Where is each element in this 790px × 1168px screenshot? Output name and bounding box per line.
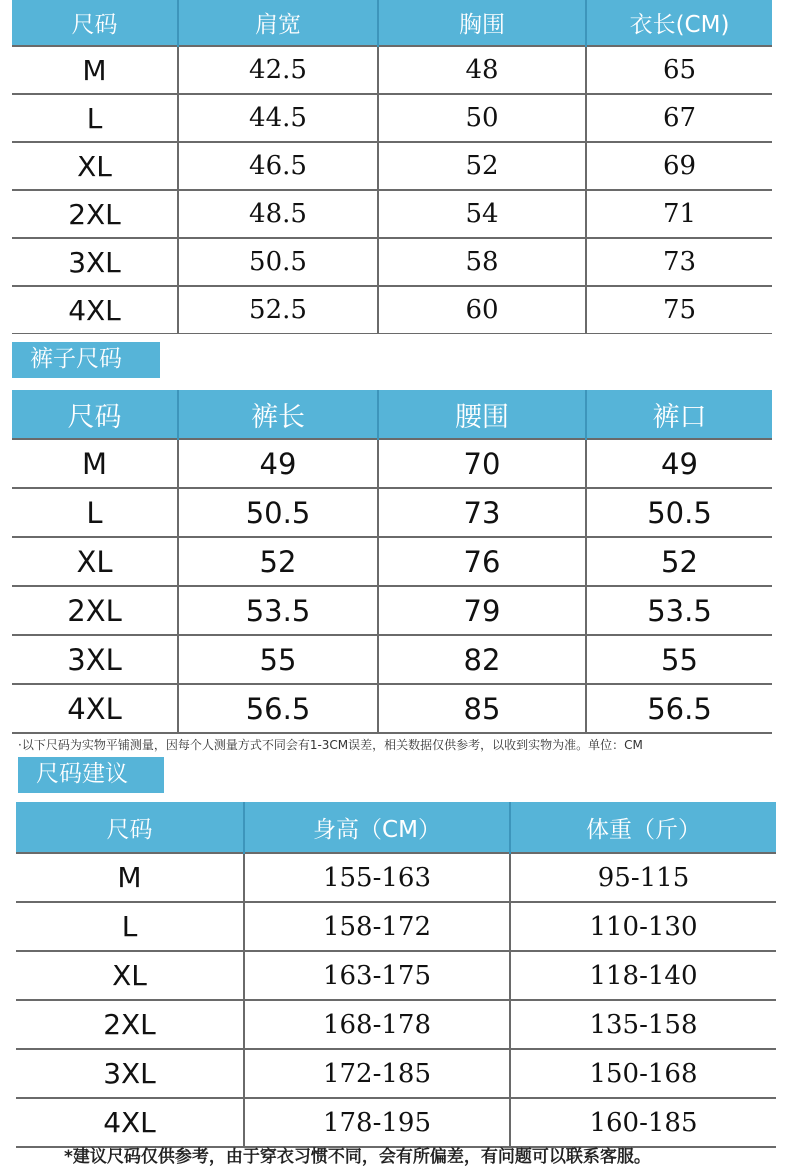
height-cell: 158-172 (244, 902, 510, 951)
pants-length-cell: 53.5 (178, 586, 378, 635)
table-row (12, 635, 772, 684)
table-row (12, 238, 772, 286)
shoulder-cell: 44.5 (178, 94, 378, 142)
column-header-shoulder: 肩宽 (178, 0, 378, 46)
weight-cell: 110-130 (510, 902, 776, 951)
size-cell: XL (16, 951, 244, 1000)
leg-opening-cell: 50.5 (586, 488, 772, 537)
shoulder-cell: 46.5 (178, 142, 378, 190)
weight-cell: 118-140 (510, 951, 776, 1000)
length-cell: 71 (586, 190, 772, 238)
size-cell: 2XL (16, 1000, 244, 1049)
weight-cell: 160-185 (510, 1098, 776, 1147)
waist-cell: 85 (378, 684, 586, 733)
length-cell: 73 (586, 238, 772, 286)
leg-opening-cell: 55 (586, 635, 772, 684)
table-row (12, 439, 772, 488)
column-header-chest: 胸围 (378, 0, 586, 46)
chest-cell: 48 (378, 46, 586, 94)
table-row (16, 853, 776, 902)
size-cell: XL (12, 537, 178, 586)
chest-cell: 50 (378, 94, 586, 142)
size-advice-section-label: 尺码建议 (18, 757, 164, 793)
size-cell: XL (12, 142, 178, 190)
column-header-pants-length: 裤长 (178, 390, 378, 439)
size-cell: M (16, 853, 244, 902)
table-row (16, 951, 776, 1000)
table-row (12, 586, 772, 635)
pants-size-section-label: 裤子尺码 (12, 342, 160, 378)
size-cell: M (12, 46, 178, 94)
weight-cell: 135-158 (510, 1000, 776, 1049)
column-header-size: 尺码 (12, 390, 178, 439)
waist-cell: 70 (378, 439, 586, 488)
pants-length-cell: 49 (178, 439, 378, 488)
height-cell: 178-195 (244, 1098, 510, 1147)
column-header-weight: 体重（斤） (510, 802, 776, 853)
size-cell: L (12, 488, 178, 537)
leg-opening-cell: 56.5 (586, 684, 772, 733)
table-header-row (16, 802, 776, 853)
table-row (12, 286, 772, 334)
table-row (12, 142, 772, 190)
pants-table-body (12, 439, 772, 733)
length-cell: 65 (586, 46, 772, 94)
table-row (16, 1000, 776, 1049)
column-header-size: 尺码 (12, 0, 178, 46)
table-row (12, 46, 772, 94)
waist-cell: 79 (378, 586, 586, 635)
pants-length-cell: 52 (178, 537, 378, 586)
shoulder-cell: 52.5 (178, 286, 378, 334)
table-row (12, 488, 772, 537)
size-cell: 3XL (16, 1049, 244, 1098)
size-advice-footnote: *建议尺码仅供参考，由于穿衣习惯不同，会有所偏差，有问题可以联系客服。 (64, 1147, 651, 1167)
table-row (16, 1098, 776, 1147)
table-row (12, 537, 772, 586)
tops-size-table (12, 0, 772, 334)
column-header-size: 尺码 (16, 802, 244, 853)
column-header-leg-opening: 裤口 (586, 390, 772, 439)
tops-table-body (12, 46, 772, 334)
length-cell: 75 (586, 286, 772, 334)
size-cell: M (12, 439, 178, 488)
height-cell: 155-163 (244, 853, 510, 902)
table-header-row (12, 390, 772, 439)
size-cell: 2XL (12, 586, 178, 635)
pants-length-cell: 55 (178, 635, 378, 684)
pants-length-cell: 56.5 (178, 684, 378, 733)
column-header-length: 衣长(CM) (586, 0, 772, 46)
length-cell: 69 (586, 142, 772, 190)
size-advice-table (16, 802, 776, 1148)
height-cell: 168-178 (244, 1000, 510, 1049)
waist-cell: 76 (378, 537, 586, 586)
leg-opening-cell: 53.5 (586, 586, 772, 635)
size-cell: 3XL (12, 635, 178, 684)
leg-opening-cell: 49 (586, 439, 772, 488)
size-cell: 4XL (12, 684, 178, 733)
length-cell: 67 (586, 94, 772, 142)
chest-cell: 52 (378, 142, 586, 190)
shoulder-cell: 42.5 (178, 46, 378, 94)
column-header-height: 身高（CM） (244, 802, 510, 853)
weight-cell: 150-168 (510, 1049, 776, 1098)
waist-cell: 82 (378, 635, 586, 684)
advice-table-header (16, 802, 776, 853)
table-row (16, 1049, 776, 1098)
advice-table-body (16, 853, 776, 1147)
size-cell: 4XL (12, 286, 178, 334)
leg-opening-cell: 52 (586, 537, 772, 586)
size-cell: L (16, 902, 244, 951)
pants-size-table (12, 390, 772, 734)
size-cell: 3XL (12, 238, 178, 286)
chest-cell: 54 (378, 190, 586, 238)
tops-table-header (12, 0, 772, 46)
waist-cell: 73 (378, 488, 586, 537)
table-row (12, 94, 772, 142)
table-row (12, 190, 772, 238)
column-header-waist: 腰围 (378, 390, 586, 439)
height-cell: 172-185 (244, 1049, 510, 1098)
height-cell: 163-175 (244, 951, 510, 1000)
size-cell: L (12, 94, 178, 142)
table-row (12, 684, 772, 733)
pants-length-cell: 50.5 (178, 488, 378, 537)
chest-cell: 60 (378, 286, 586, 334)
weight-cell: 95-115 (510, 853, 776, 902)
size-cell: 4XL (16, 1098, 244, 1147)
chest-cell: 58 (378, 238, 586, 286)
shoulder-cell: 48.5 (178, 190, 378, 238)
shoulder-cell: 50.5 (178, 238, 378, 286)
table-row (16, 902, 776, 951)
size-cell: 2XL (12, 190, 178, 238)
table-header-row (12, 0, 772, 46)
pants-table-header (12, 390, 772, 439)
measurement-note: ·以下尺码为实物平铺测量，因每个人测量方式不同会有1-3CM误差，相关数据仅供参考，以收到实物为准。单位：CM (18, 738, 643, 752)
